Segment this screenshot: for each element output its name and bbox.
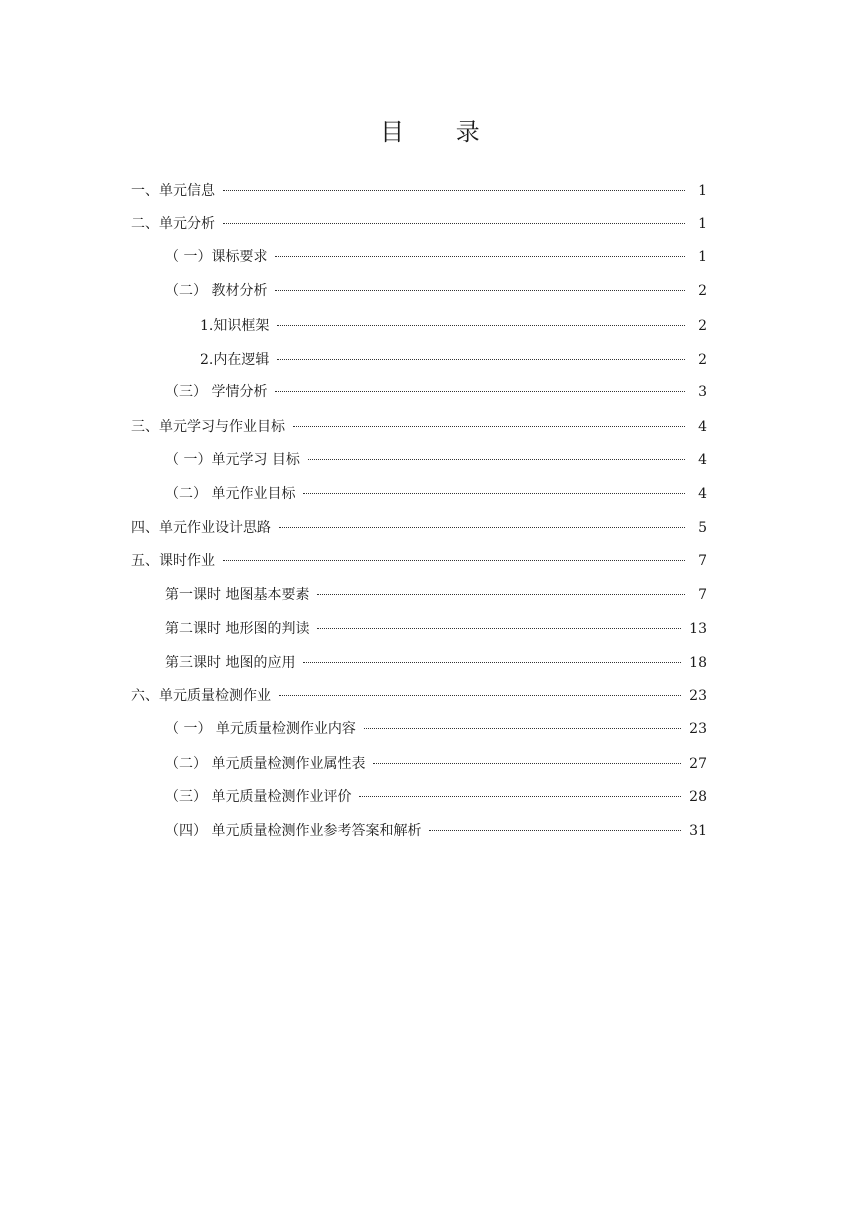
toc-entry-label: 三、单元学习与作业目标 [131,419,285,435]
dot-leader [279,695,681,696]
toc-entry[interactable] [165,585,707,605]
toc-entry-page-number: 4 [698,419,707,435]
toc-entry-label: 1.知识框架 [200,318,270,334]
toc-entry[interactable] [165,281,707,301]
toc-entry[interactable] [165,719,707,739]
dot-leader [308,459,685,460]
dot-leader [223,190,685,191]
toc-entry-label: （二） 单元质量检测作业属性表 [165,756,366,772]
dot-leader [275,256,685,257]
toc-entry-page-number: 7 [698,587,707,603]
dot-leader [277,359,685,360]
toc-entry[interactable] [131,686,707,706]
toc-entry-label: 2.内在逻辑 [200,352,270,368]
toc-entry-label: 二、单元分析 [131,216,215,232]
toc-entry-page-number: 2 [698,352,707,368]
toc-entry-page-number: 2 [698,318,707,334]
toc-entry[interactable] [165,450,707,470]
toc-entry-label: （四） 单元质量检测作业参考答案和解析 [165,823,422,839]
toc-entry[interactable] [165,484,707,504]
toc-entry-label: 五、课时作业 [131,553,215,569]
toc-entry-page-number: 23 [689,688,707,704]
toc-entry-page-number: 2 [698,283,707,299]
toc-entry-label: （二） 单元作业目标 [165,486,296,502]
dot-leader [317,594,685,595]
toc-entry[interactable] [131,214,707,234]
dot-leader [275,391,685,392]
toc-entry-page-number: 23 [689,721,707,737]
dot-leader [429,830,681,831]
toc-entry[interactable] [165,787,707,807]
toc-entry[interactable] [165,821,707,841]
toc-entry-page-number: 13 [689,621,707,637]
toc-entry-label: （ 一）单元学习 目标 [165,452,300,468]
toc-entry[interactable] [131,551,707,571]
toc-entry-label: 第三课时 地图的应用 [165,655,296,671]
dot-leader [359,796,681,797]
page-title: 目 录 [380,118,502,146]
toc-entry-label: 四、单元作业设计思路 [131,520,271,536]
dot-leader [279,527,685,528]
dot-leader [303,662,681,663]
toc-entry-label: （ 一） 单元质量检测作业内容 [165,721,356,737]
toc-entry[interactable] [131,181,707,201]
toc-entry-page-number: 31 [689,823,707,839]
toc-entry[interactable] [200,316,707,336]
toc-entry[interactable] [165,382,707,402]
dot-leader [317,628,681,629]
toc-entry-label: （ 一）课标要求 [165,249,268,265]
toc-entry-label: （三） 学情分析 [165,384,268,400]
dot-leader [223,223,685,224]
dot-leader [303,493,685,494]
dot-leader [293,426,685,427]
toc-entry[interactable] [165,247,707,267]
toc-entry-page-number: 28 [689,789,707,805]
toc-entry-label: 第一课时 地图基本要素 [165,587,310,603]
dot-leader [277,325,685,326]
toc-entry-page-number: 7 [698,553,707,569]
toc-entry-label: （二） 教材分析 [165,283,268,299]
toc-entry-page-number: 27 [689,756,707,772]
dot-leader [373,763,681,764]
toc-entry[interactable] [165,754,707,774]
toc-entry-page-number: 4 [698,486,707,502]
toc-entry[interactable] [165,653,707,673]
dot-leader [364,728,681,729]
toc-entry-page-number: 1 [698,216,707,232]
toc-entry-label: 第二课时 地形图的判读 [165,621,310,637]
toc-entry-label: 一、单元信息 [131,183,215,199]
toc-entry-page-number: 4 [698,452,707,468]
toc-entry-page-number: 1 [698,183,707,199]
dot-leader [223,560,685,561]
toc-entry-label: （三） 单元质量检测作业评价 [165,789,352,805]
dot-leader [275,290,685,291]
toc-entry[interactable] [131,518,707,538]
toc-entry-label: 六、单元质量检测作业 [131,688,271,704]
toc-entry-page-number: 5 [698,520,707,536]
toc-entry[interactable] [131,417,707,437]
toc-entry[interactable] [165,619,707,639]
toc-entry-page-number: 3 [698,384,707,400]
toc-entry-page-number: 1 [698,249,707,265]
toc-entry-page-number: 18 [689,655,707,671]
toc-entry[interactable] [200,350,707,370]
